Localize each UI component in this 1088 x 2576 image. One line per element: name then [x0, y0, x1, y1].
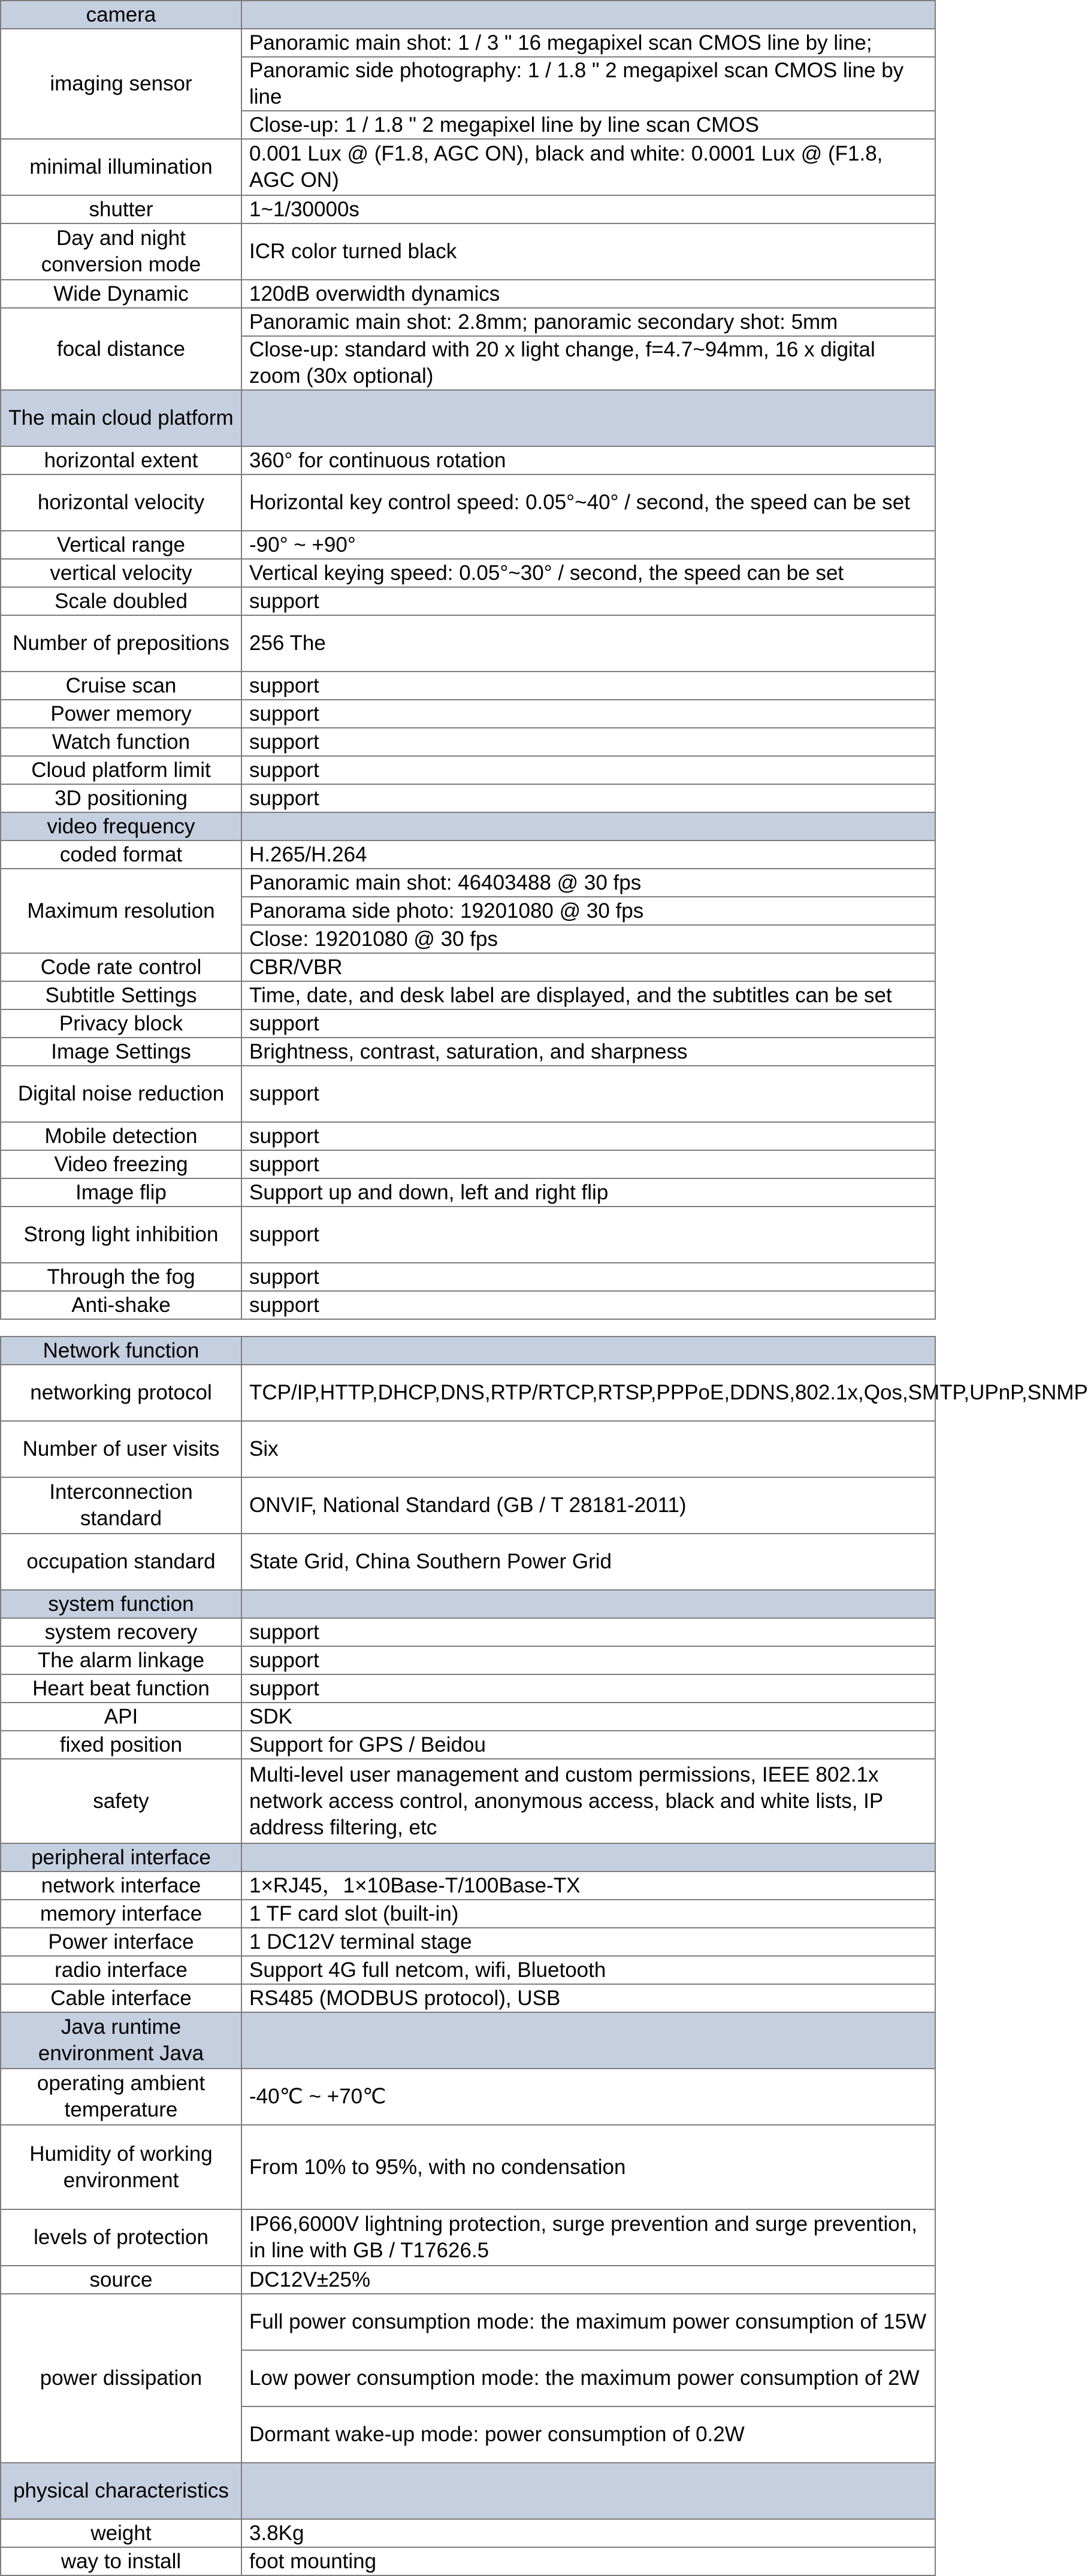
section-header-blank [241, 812, 935, 840]
spec-value: ICR color turned black [241, 223, 935, 280]
spec-value: RS485 (MODBUS protocol), USB [241, 1984, 935, 2012]
section-header-blank [241, 1590, 935, 1618]
spec-row-levels-of-protection [1, 2209, 935, 2266]
section-header-java-runtime-environment-java [1, 2012, 935, 2069]
spec-value: Time, date, and desk label are displayed, and the subtitles can be set [241, 981, 935, 1009]
spec-value: TCP/IP,HTTP,DHCP,DNS,RTP/RTCP,RTSP,PPPoE,DDNS,802.1x,Qos,SMTP,UPnP,SNMP [241, 1365, 935, 1421]
spec-value: support [241, 756, 935, 784]
spec-row-focal-distance-1 [1, 308, 935, 336]
spec-value: H.265/H.264 [241, 840, 935, 869]
spec-value: Close: 19201080 @ 30 fps [241, 925, 935, 953]
spec-row-number-of-user-visits [1, 1421, 935, 1477]
section-title: video frequency [1, 812, 241, 840]
spec-label: vertical velocity [1, 559, 241, 587]
spec-label: safety [1, 1759, 241, 1843]
spec-row-image-flip [1, 1178, 935, 1207]
spec-label: Power interface [1, 1928, 241, 1956]
spec-row-api [1, 1703, 935, 1731]
spec-value: Vertical keying speed: 0.05°~30° / second, the speed can be set [241, 559, 935, 587]
section-title: The main cloud platform [1, 390, 241, 446]
spec-row-network-interface [1, 1871, 935, 1900]
spec-value: support [241, 1009, 935, 1038]
spec-value: support [241, 1674, 935, 1703]
spec-value: support [241, 1618, 935, 1646]
spec-value: 3.8Kg [241, 2519, 935, 2547]
spec-value: support [241, 784, 935, 812]
spec-row-watch-function [1, 728, 935, 756]
spec-label: Interconnection standard [1, 1477, 241, 1534]
spec-value: Horizontal key control speed: 0.05°~40° / second, the speed can be set [241, 474, 935, 531]
spec-label: Watch function [1, 728, 241, 756]
spec-value: support [241, 587, 935, 615]
spec-row-video-freezing [1, 1150, 935, 1178]
spec-row-shutter [1, 195, 935, 223]
spec-row-imaging-sensor-1 [1, 29, 935, 57]
spec-label: Privacy block [1, 1009, 241, 1038]
spec-row-wide-dynamic [1, 280, 935, 308]
spec-label: Wide Dynamic [1, 280, 241, 308]
spec-value: support [241, 1066, 935, 1122]
spec-label: Scale doubled [1, 587, 241, 615]
section-header-physical-characteristics [1, 2463, 935, 2519]
spec-label: Strong light inhibition [1, 1207, 241, 1263]
spec-value: CBR/VBR [241, 953, 935, 981]
spec-label: Number of prepositions [1, 615, 241, 672]
section-header-system-function [1, 1590, 935, 1618]
spec-value: support [241, 1263, 935, 1291]
spec-value: support [241, 1150, 935, 1178]
section-title: camera [1, 1, 241, 29]
spec-row-radio-interface [1, 1956, 935, 1984]
spec-row-networking-protocol [1, 1365, 935, 1421]
spec-label: horizontal velocity [1, 474, 241, 531]
section-header-blank [241, 2012, 935, 2069]
spec-value: SDK [241, 1703, 935, 1731]
spec-row-maximum-resolution-1 [1, 869, 935, 897]
section-header-blank [241, 1337, 935, 1365]
spec-value: IP66,6000V lightning protection, surge prevention and surge prevention, in line with GB / T17626.5 [241, 2209, 935, 2266]
spec-label: Mobile detection [1, 1122, 241, 1150]
spec-row-heart-beat-function [1, 1674, 935, 1703]
spec-value: 360° for continuous rotation [241, 446, 935, 474]
spec-label: Cable interface [1, 1984, 241, 2012]
spec-value: DC12V±25% [241, 2266, 935, 2294]
spec-value: Brightness, contrast, saturation, and sharpness [241, 1038, 935, 1066]
spec-row-occupation-standard [1, 1534, 935, 1590]
spec-value: Support 4G full netcom, wifi, Bluetooth [241, 1956, 935, 1984]
spec-value: Panoramic main shot: 1 / 3 " 16 megapixel scan CMOS line by line; [241, 29, 935, 57]
spec-value: ONVIF, National Standard (GB / T 28181-2011) [241, 1477, 935, 1534]
spec-row-image-settings [1, 1038, 935, 1066]
spec-label: minimal illumination [1, 139, 241, 195]
spec-label: Through the fog [1, 1263, 241, 1291]
spec-row-minimal-illumination [1, 139, 935, 195]
section-header-blank [241, 1843, 935, 1871]
spec-row-vertical-range [1, 531, 935, 559]
spec-value: 120dB overwidth dynamics [241, 280, 935, 308]
spec-value: State Grid, China Southern Power Grid [241, 1534, 935, 1590]
section-header-blank [241, 2463, 935, 2519]
spec-row-weight [1, 2519, 935, 2547]
spec-row-digital-noise-reduction [1, 1066, 935, 1122]
spec-label: power dissipation [1, 2294, 241, 2463]
spec-label: imaging sensor [1, 29, 241, 139]
spec-value: 1 TF card slot (built-in) [241, 1900, 935, 1928]
spec-value: Close-up: standard with 20 x light change, f=4.7~94mm, 16 x digital zoom (30x optional) [241, 336, 935, 390]
spec-label: weight [1, 2519, 241, 2547]
spec-row-vertical-velocity [1, 559, 935, 587]
section-header-peripheral-interface [1, 1843, 935, 1871]
spec-row-coded-format [1, 840, 935, 869]
spec-label: focal distance [1, 308, 241, 390]
spec-row-through-the-fog [1, 1263, 935, 1291]
spec-label: Anti-shake [1, 1291, 241, 1319]
spec-table-network-system-physical [0, 1336, 1088, 2576]
spec-value: Low power consumption mode: the maximum power consumption of 2W [241, 2350, 935, 2406]
spec-row-power-dissipation-1 [1, 2294, 935, 2350]
section-header-network-function [1, 1337, 935, 1365]
spec-value: Panorama side photo: 19201080 @ 30 fps [241, 897, 935, 925]
spec-value: support [241, 728, 935, 756]
spec-row-code-rate-control [1, 953, 935, 981]
spec-value: support [241, 700, 935, 728]
spec-label: Day and night conversion mode [1, 223, 241, 280]
spec-row-source [1, 2266, 935, 2294]
spec-value: Panoramic main shot: 46403488 @ 30 fps [241, 869, 935, 897]
spec-label: Image Settings [1, 1038, 241, 1066]
spec-row-fixed-position [1, 1731, 935, 1759]
spec-row-power-interface [1, 1928, 935, 1956]
section-title: peripheral interface [1, 1843, 241, 1871]
section-title: system function [1, 1590, 241, 1618]
spec-value: 1 DC12V terminal stage [241, 1928, 935, 1956]
spec-label: Subtitle Settings [1, 981, 241, 1009]
spec-row-privacy-block [1, 1009, 935, 1038]
spec-row-number-of-prepositions [1, 615, 935, 672]
spec-label: system recovery [1, 1618, 241, 1646]
spec-row-horizontal-velocity [1, 474, 935, 531]
spec-value: Close-up: 1 / 1.8 " 2 megapixel line by line scan CMOS [241, 111, 935, 139]
spec-value: Panoramic side photography: 1 / 1.8 " 2 megapixel scan CMOS line by line [241, 57, 935, 111]
spec-value: support [241, 1207, 935, 1263]
spec-value: From 10% to 95%, with no condensation [241, 2125, 935, 2209]
spec-value: support [241, 1291, 935, 1319]
spec-label: Video freezing [1, 1150, 241, 1178]
spec-row-system-recovery [1, 1618, 935, 1646]
spec-label: API [1, 1703, 241, 1731]
section-title: Java runtime environment Java [1, 2012, 241, 2069]
spec-row-cable-interface [1, 1984, 935, 2012]
spec-label: operating ambient temperature [1, 2069, 241, 2125]
spec-row-subtitle-settings [1, 981, 935, 1009]
spec-value: Dormant wake-up mode: power consumption of 0.2W [241, 2406, 935, 2463]
spec-label: fixed position [1, 1731, 241, 1759]
spec-label: Number of user visits [1, 1421, 241, 1477]
section-header-camera [1, 1, 935, 29]
spec-value: -40℃ ~ +70℃ [241, 2069, 935, 2125]
spec-label: 3D positioning [1, 784, 241, 812]
section-header-the-main-cloud-platform [1, 390, 935, 446]
spec-label: horizontal extent [1, 446, 241, 474]
spec-label: Code rate control [1, 953, 241, 981]
spec-value: foot mounting [241, 2547, 935, 2575]
spec-label: occupation standard [1, 1534, 241, 1590]
spec-row-3d-positioning [1, 784, 935, 812]
spec-value: support [241, 672, 935, 700]
spec-label: levels of protection [1, 2209, 241, 2266]
spec-value: 256 The [241, 615, 935, 672]
spec-label: radio interface [1, 1956, 241, 1984]
spec-label: network interface [1, 1871, 241, 1900]
spec-value: -90° ~ +90° [241, 531, 935, 559]
spec-label: shutter [1, 195, 241, 223]
spec-label: Cloud platform limit [1, 756, 241, 784]
spec-row-mobile-detection [1, 1122, 935, 1150]
spec-row-the-alarm-linkage [1, 1646, 935, 1674]
spec-label: networking protocol [1, 1365, 241, 1421]
spec-label: Heart beat function [1, 1674, 241, 1703]
spec-row-operating-ambient-temperature [1, 2069, 935, 2125]
spec-label: Vertical range [1, 531, 241, 559]
spec-label: way to install [1, 2547, 241, 2575]
spec-value: Six [241, 1421, 935, 1477]
section-header-blank [241, 1, 935, 29]
spec-value: support [241, 1122, 935, 1150]
spec-value: Panoramic main shot: 2.8mm; panoramic secondary shot: 5mm [241, 308, 935, 336]
spec-row-humidity-of-working-environment [1, 2125, 935, 2209]
spec-value: Support for GPS / Beidou [241, 1731, 935, 1759]
spec-row-safety [1, 1759, 935, 1843]
spec-value: 1~1/30000s [241, 195, 935, 223]
spec-label: coded format [1, 840, 241, 869]
spec-label: Image flip [1, 1178, 241, 1207]
spec-label: The alarm linkage [1, 1646, 241, 1674]
spec-value: Support up and down, left and right flip [241, 1178, 935, 1207]
section-header-blank [241, 390, 935, 446]
spec-row-horizontal-extent [1, 446, 935, 474]
spec-row-day-and-night-conversion-mode [1, 223, 935, 280]
spec-value: 0.001 Lux @ (F1.8, AGC ON), black and white: 0.0001 Lux @ (F1.8, AGC ON) [241, 139, 935, 195]
spec-row-interconnection-standard [1, 1477, 935, 1534]
spec-table-camera-ptz-video [0, 0, 936, 1320]
spec-value: Multi-level user management and custom permissions, IEEE 802.1x network access control, anonymous access, black and white lists, IP address filtering, etc [241, 1759, 935, 1843]
spec-row-anti-shake [1, 1291, 935, 1319]
spec-label: source [1, 2266, 241, 2294]
section-title: physical characteristics [1, 2463, 241, 2519]
spec-row-memory-interface [1, 1900, 935, 1928]
spec-value: 1×RJ45，1×10Base-T/100Base-TX [241, 1871, 935, 1900]
spec-value: support [241, 1646, 935, 1674]
spec-value: Full power consumption mode: the maximum power consumption of 15W [241, 2294, 935, 2350]
spec-row-scale-doubled [1, 587, 935, 615]
spec-row-cruise-scan [1, 672, 935, 700]
spec-row-power-memory [1, 700, 935, 728]
spec-row-cloud-platform-limit [1, 756, 935, 784]
section-title: Network function [1, 1337, 241, 1365]
spec-label: Power memory [1, 700, 241, 728]
spec-row-way-to-install [1, 2547, 935, 2575]
spec-row-strong-light-inhibition [1, 1207, 935, 1263]
spec-label: Digital noise reduction [1, 1066, 241, 1122]
spec-label: Cruise scan [1, 672, 241, 700]
spec-label: Maximum resolution [1, 869, 241, 953]
section-header-video-frequency [1, 812, 935, 840]
spec-label: memory interface [1, 1900, 241, 1928]
spec-label: Humidity of working environment [1, 2125, 241, 2209]
